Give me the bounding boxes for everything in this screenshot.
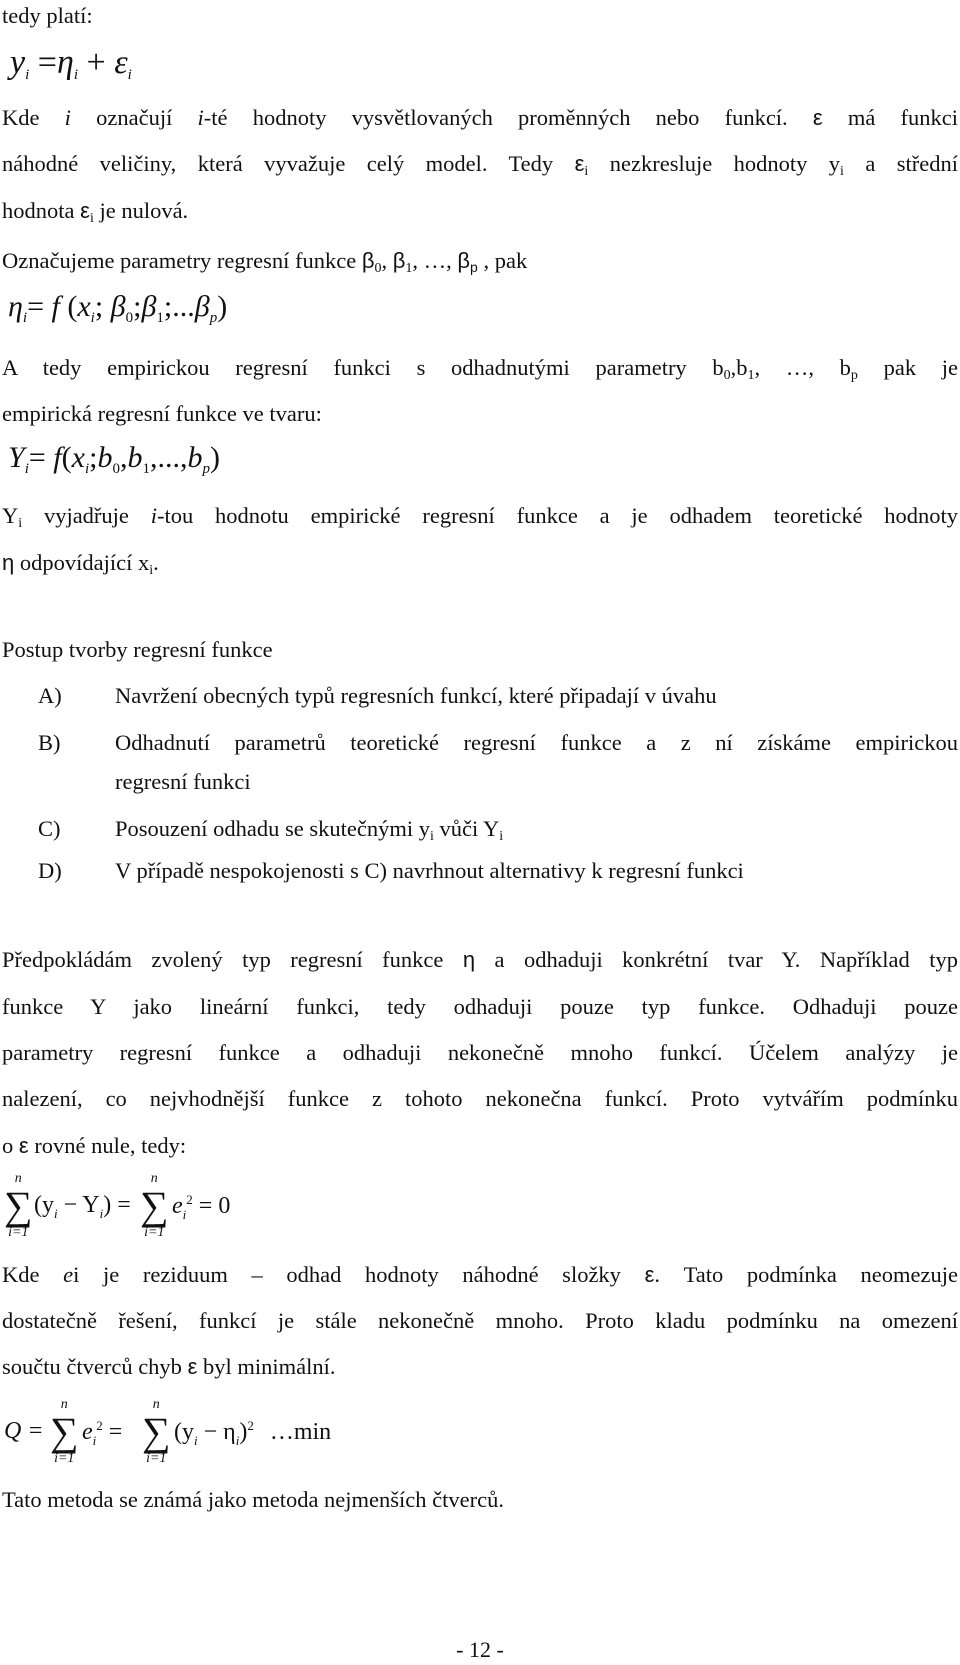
- paragraph-5-line-1: Kde ei je reziduum – odhad hodnoty náhodné složky ε. Tato podmínka neomezuje: [2, 1262, 958, 1287]
- step-b-marker: B): [38, 730, 61, 755]
- step-a-text: Navržení obecných typů regresních funkcí, které připadají v úvahu: [115, 683, 717, 708]
- step-a-marker: A): [38, 683, 62, 708]
- page-number: - 12 -: [456, 1637, 504, 1662]
- closing-sentence: Tato metoda se známá jako metoda nejmenších čtverců.: [2, 1487, 504, 1512]
- equation-y-eta-epsilon: yi =ηi + εi: [10, 44, 132, 83]
- paragraph-1-line-1: Kde i označují i-té hodnoty vysvětlovaných proměnných nebo funkcí. ε má funkci: [2, 105, 958, 130]
- paragraph-4-line-3: parametry regresní funkce a odhaduji nekonečně mnoho funkcí. Účelem analýzy je: [2, 1040, 958, 1065]
- paragraph-1-line-2: náhodné veličiny, která vyvažuje celý model. Tedy $\varepsilon_i$ nezkresluje hodnoty $y_i$ a střední: [2, 151, 958, 179]
- equation-eta-function: $\eta_i= f$ ($x_i$; $\beta_0;\beta_1;...\beta_p$): [8, 290, 228, 326]
- procedure-title: Postup tvorby regresní funkce: [2, 637, 273, 662]
- paragraph-1-line-3: hodnota $\varepsilon_i$ je nulová.: [2, 198, 189, 226]
- q-label: Q =: [4, 1418, 44, 1444]
- step-b-text-2: regresní funkci: [115, 769, 251, 794]
- paragraph-5-line-2: dostatečně řešení, funkcí je stále nekonečně mnoho. Proto kladu podmínku na omezení: [2, 1308, 958, 1333]
- paragraph-4-line-5: o ε rovné nule, tedy:: [2, 1133, 187, 1158]
- sum-term-4: $(y_i - \eta_i)^2$ …min: [174, 1418, 332, 1448]
- sum-symbol-2: n ∑ i=1: [140, 1171, 169, 1240]
- sum-symbol-4: n ∑ i=1: [142, 1397, 171, 1466]
- step-c-text: Posouzení odhadu se skutečnými $y_i$ vůči $Y_i$: [115, 816, 504, 844]
- paragraph-3-line-1: $Y_i$ vyjadřuje i-tou hodnotu empirické regresní funkce a je odhadem teoretické hodnoty: [2, 503, 958, 531]
- equation-empirical-function: $Y_i=$ $f(x_i;b_0,b_1,...,b_p)$: [8, 441, 220, 477]
- paragraph-2-line-2: empirická regresní funkce ve tvaru:: [2, 401, 322, 426]
- step-d-marker: D): [38, 858, 62, 883]
- paragraph-5-line-3: součtu čtverců chyb ε byl minimální.: [2, 1354, 336, 1379]
- paragraph-4-line-1: Předpokládám zvolený typ regresní funkce η a odhaduji konkrétní tvar Y. Například typ: [2, 947, 958, 972]
- step-b-text: Odhadnutí parametrů teoretické regresní funkce a z ní získáme empirickou: [115, 730, 958, 755]
- paragraph-3-line-2: η odpovídající $x_i$.: [2, 550, 159, 578]
- parameters-line: Označujeme parametry regresní funkce $\beta_0$, $\beta_1$, …, $\beta_p$ , pak: [2, 248, 528, 276]
- sum-term-1: $(y_i - Y_i)$ =: [34, 1192, 131, 1221]
- sum-term-3: $e_i^2$ =: [82, 1418, 123, 1448]
- sum-symbol-3: n ∑ i=1: [50, 1397, 79, 1466]
- intro-text: tedy platí:: [2, 3, 93, 28]
- step-c-marker: C): [38, 816, 61, 841]
- paragraph-4-line-4: nalezení, co nejvhodnější funkce z tohoto nekonečna funkcí. Proto vytvářím podmínku: [2, 1086, 958, 1111]
- paragraph-2-line-1: A tedy empirickou regresní funkci s odhadnutými parametry $b_0,b_1$, …, $b_p$ pak je: [2, 355, 959, 383]
- sum-symbol-1: n ∑ i=1: [4, 1171, 33, 1240]
- sum-term-2: $e_i^2 = 0$: [172, 1192, 231, 1222]
- paragraph-4-line-2: funkce Y jako lineární funkci, tedy odhaduji pouze typ funkce. Odhaduji pouze: [2, 994, 958, 1019]
- step-d-text: V případě nespokojenosti s C) navrhnout alternativy k regresní funkci: [115, 858, 744, 883]
